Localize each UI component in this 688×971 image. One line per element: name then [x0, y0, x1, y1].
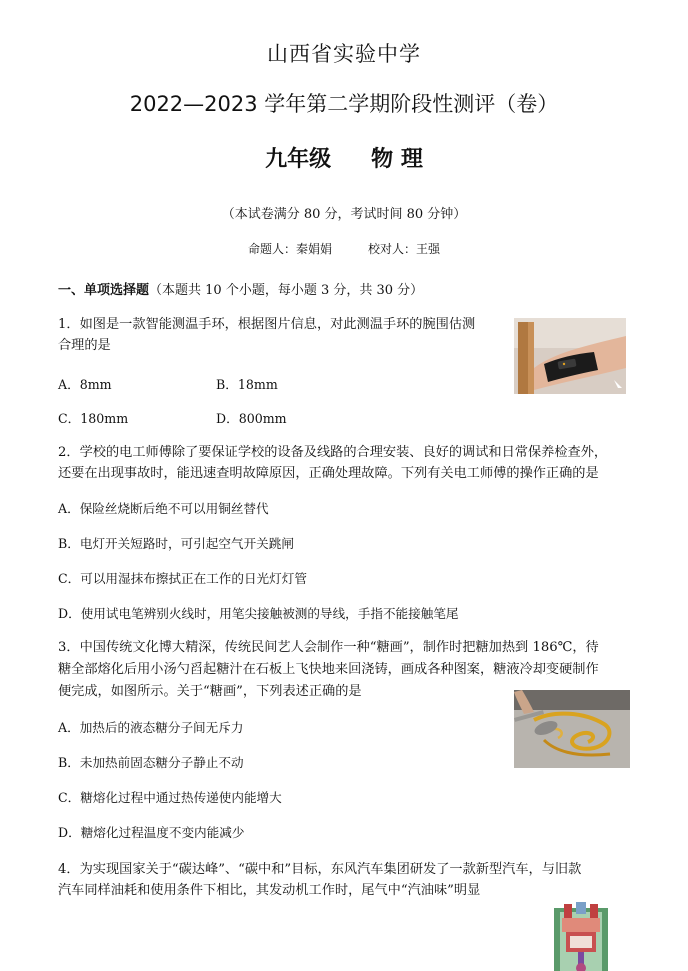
authors-line	[0, 240, 688, 257]
section-title: 一、单项选择题	[58, 283, 150, 298]
question-3-option-a: A．加热后的液态糖分子间无斥力	[58, 720, 244, 735]
wristband-photo	[514, 318, 626, 394]
question-4-line-2: 汽车同样油耗和使用条件下相比，其发动机工作时，尾气中“汽油味”明显	[58, 883, 481, 898]
wristband-image	[514, 318, 626, 394]
question-2-option-b: B．电灯开关短路时，可引起空气开关跳闸	[58, 536, 294, 551]
question-3-option-c: C．糖熔化过程中通过热传递使内能增大	[58, 790, 282, 805]
engine-cylinder-image	[546, 902, 616, 971]
exam-note: （本试卷满分 80 分，考试时间 80 分钟）	[221, 207, 467, 222]
school-name: 山西省实验中学	[267, 42, 421, 66]
question-3-option-d: D．糖熔化过程温度不变内能减少	[58, 825, 245, 840]
exam-title: 2022—2023 学年第二学期阶段性测评（卷）	[129, 92, 559, 116]
setter-label: 命题人：秦娟娟	[247, 242, 332, 256]
section-heading	[58, 279, 423, 298]
question-2-line-1: 2．学校的电工师傅除了要保证学校的设备及线路的合理安装、良好的调试和日常保养检查外，	[58, 445, 608, 460]
question-2-line-2: 还要在出现事故时，能迅速查明故障原因，正确处理故障。下列有关电工师傅的操作正确的是	[58, 466, 599, 481]
question-1-option-d: D．800mm	[216, 411, 287, 426]
section-desc: （本题共 10 个小题，每小题 3 分，共 30 分）	[149, 283, 424, 298]
question-3-line-1: 3．中国传统文化博大精深，传统民间艺人会制作一种“糖画”，制作时把糖加热到 186℃，待	[58, 640, 599, 655]
sugar-painting-image	[514, 690, 630, 768]
question-2-option-a: A．保险丝烧断后绝不可以用铜丝替代	[58, 501, 269, 516]
question-1-line-1: 1．如图是一款智能测温手环，根据图片信息，对此测温手环的腕围估测	[58, 317, 476, 332]
question-3-line-3: 便完成，如图所示。关于“糖画”，下列表述正确的是	[58, 684, 362, 699]
question-3-line-2: 糖全部熔化后用小汤勺舀起糖汁在石板上飞快地来回浇铸，画成各种图案，糖液冷却变硬制作	[58, 662, 599, 677]
question-2-option-c: C．可以用湿抹布擦拭正在工作的日光灯灯管	[58, 571, 307, 586]
checker-label: 校对人：王强	[368, 242, 441, 256]
sugar-painting-photo	[514, 690, 630, 768]
engine-diagram	[546, 902, 616, 971]
question-1-option-c: C．180mm	[58, 411, 129, 426]
question-1-option-a: A．8mm	[58, 377, 112, 392]
question-1-option-b: B．18mm	[216, 377, 278, 392]
grade-subject	[0, 142, 688, 173]
question-2-option-d: D．使用试电笔辨别火线时，用笔尖接触被测的导线，手指不能接触笔尾	[58, 606, 459, 621]
question-1-line-2: 合理的是	[58, 338, 111, 353]
question-4-line-1: 4．为实现国家关于“碳达峰”、“碳中和”目标，东风汽车集团研发了一款新型汽车，与旧款	[58, 862, 582, 877]
grade-label: 九年级	[265, 147, 332, 172]
subject-label: 物 理	[371, 147, 423, 172]
question-3-option-b: B．未加热前固态糖分子静止不动	[58, 755, 244, 770]
